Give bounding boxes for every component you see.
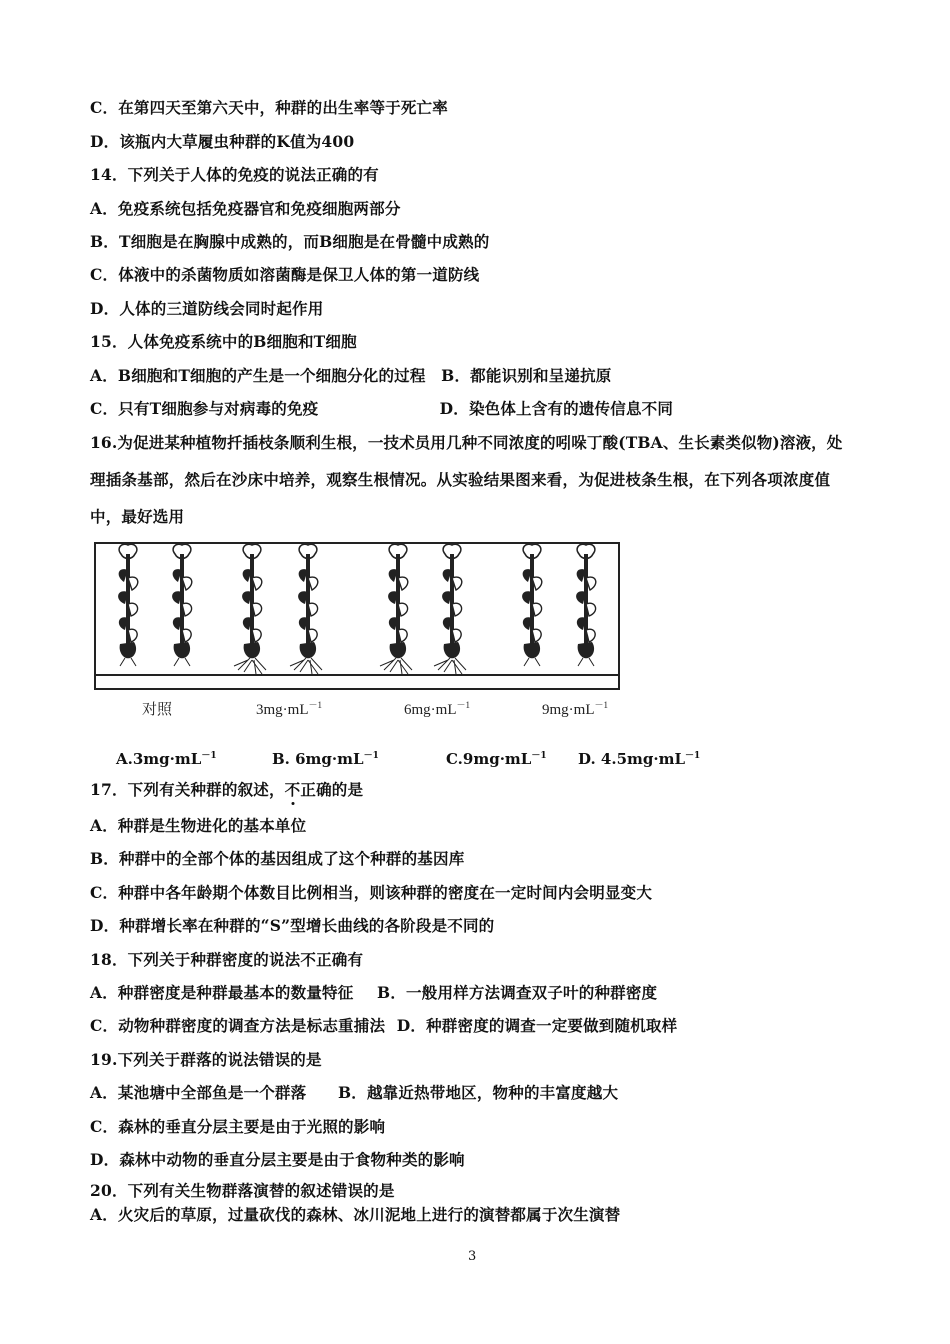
question-16-line3: 中，最好选用 [90,507,185,526]
label-6mg: $6mg\cdot mL^{-1}$ [404,700,471,718]
q18-option-d: D．种群密度的调查一定要做到随机取样 [396,1016,678,1035]
q19-options-ab [90,1083,618,1103]
q20-option-a: A．火灾后的草原，过量砍伐的森林、冰川泥地上进行的演替都属于次生演替 [90,1205,621,1224]
q19-option-c: C．森林的垂直分层主要是由于光照的影响 [90,1117,386,1136]
page-number: 3 [468,1249,477,1264]
question-19: 19.下列关于群落的说法错误的是 [90,1050,322,1069]
question-18: 18．下列关于种群密度的说法不正确有 [90,950,364,969]
q14-option-d: D．人体的三道防线会同时起作用 [90,299,324,318]
question-14: 14．下列关于人体的免疫的说法正确的有 [90,165,379,184]
q14-option-c: C．体液中的杀菌物质如溶菌酶是保卫人体的第一道防线 [90,265,480,284]
cutting-experiment-figure [90,540,626,722]
question-20: 20．下列有关生物群落演替的叙述错误的是 [90,1181,395,1200]
plant-cuttings-drawing [90,540,626,680]
label-3mg: $3mg\cdot mL^{-1}$ [256,700,323,718]
label-control: 对照 [142,702,173,718]
question-16-line2: 理插条基部，然后在沙床中培养，观察生根情况。从实验结果图来看，为促进枝条生根，在下列各项浓度值 [90,470,831,489]
question-16-line1: 16.为促进某种植物扦插枝条顺利生根，一技术员用几种不同浓度的吲哚丁酸(TBA、生长素类似物)溶液，处 [90,433,843,452]
emphasis-not: 不 [284,780,301,799]
q16-option-a: $A.3mg\cdot mL^{-1}$ [116,750,217,768]
line-q13d: D．该瓶内大草履虫种群的K值为400 [90,132,355,151]
q18-option-b: B．一般用样方法调查双子叶的种群密度 [377,983,658,1002]
q16-option-b: B. $6mg\cdot mL^{-1}$ [272,750,379,768]
q18-options-ab [90,983,657,1003]
q19-option-d: D．森林中动物的垂直分层主要是由于食物种类的影响 [90,1150,465,1169]
q17-option-b: B．种群中的全部个体的基因组成了这个种群的基因库 [90,849,465,868]
q18-options-cd [90,1016,677,1036]
q19-option-a: A．某池塘中全部鱼是一个群落 [90,1083,307,1102]
q18-option-c: C．动物种群密度的调查方法是标志重捕法 [90,1016,386,1035]
q18-option-a: A．种群密度是种群最基本的数量特征 [90,983,354,1002]
question-15: 15．人体免疫系统中的B细胞和T细胞 [90,332,357,351]
q17-option-d: D．种群增长率在种群的“S”型增长曲线的各阶段是不同的 [90,916,495,935]
q14-option-a: A．免疫系统包括免疫器官和免疫细胞两部分 [90,199,401,218]
q16-option-c: $C.9mg\cdot mL^{-1}$ [446,750,547,768]
q15-options-ab [90,366,611,386]
line-q13c: C．在第四天至第六天中，种群的出生率等于死亡率 [90,98,448,117]
q14-option-b: B．T细胞是在胸腺中成熟的，而B细胞是在骨髓中成熟的 [90,232,490,251]
q15-option-c: C．只有T细胞参与对病毒的免疫 [90,399,319,418]
q17-option-a: A．种群是生物进化的基本单位 [90,816,307,835]
q15-options-cd [90,399,673,419]
label-9mg: $9mg\cdot mL^{-1}$ [542,700,609,718]
q16-option-d: D. $4.5mg\cdot mL^{-1}$ [578,750,701,768]
q19-option-b: B．越靠近热带地区，物种的丰富度越大 [337,1083,619,1102]
q17-option-c: C．种群中各年龄期个体数目比例相当，则该种群的密度在一定时间内会明显变大 [90,883,653,902]
q15-option-b: B．都能识别和呈递抗原 [441,366,612,385]
q15-option-d: D．染色体上含有的遗传信息不同 [439,399,674,418]
question-17: 17．下列有关种群的叙述，不正确的是 [90,780,364,799]
q15-option-a: A．B细胞和T细胞的产生是一个细胞分化的过程 [90,366,426,385]
